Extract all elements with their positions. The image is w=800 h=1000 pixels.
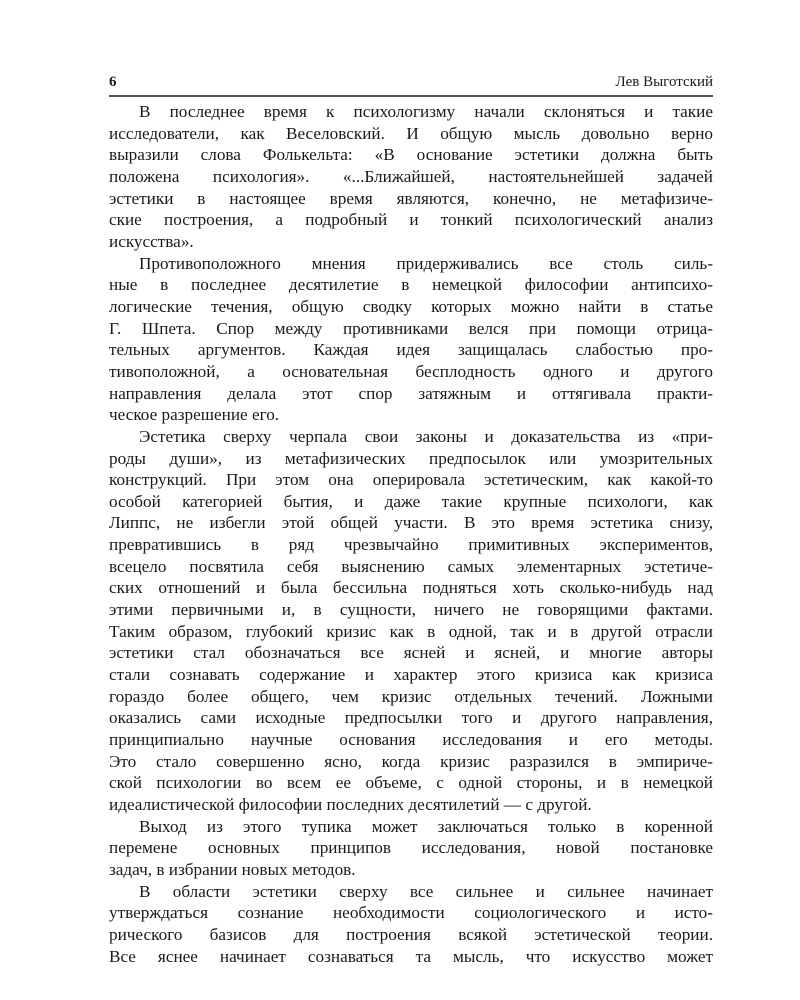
page-number: 6	[109, 74, 117, 90]
text-line: Липпс, не избегли этой общей участи. В это время эстетика снизу,	[109, 513, 713, 533]
text-line: направления делала этот спор затяжным и оттягивала практи-	[109, 383, 713, 403]
text-line: ских отношений и была бессильна подняться хоть сколько-нибудь над	[109, 578, 713, 598]
text-line: эстетики в настоящее время являются, конечно, не метафизиче-	[109, 188, 713, 208]
running-title: Лев Выготский	[615, 74, 713, 90]
text-line: Противоположного мнения придерживались все столь силь-	[139, 253, 713, 273]
text-line: оказались сами исходные предпосылки того и другого направления,	[109, 708, 713, 728]
text-line: В области эстетики сверху все сильнее и сильнее начинает	[139, 881, 713, 901]
text-line: Г. Шпета. Спор между противниками велся при помощи отрица-	[109, 318, 713, 338]
text-line: Выход из этого тупика может заключаться только в коренной	[139, 816, 713, 836]
paragraph	[109, 426, 713, 816]
text-line: рического базисов для построения всякой эстетической теории.	[109, 924, 713, 944]
text-line: идеалистической философии последних десятилетий — с другой.	[109, 795, 592, 814]
text-line: Таким образом, глубокий кризис как в одной, так и в другой отрасли	[109, 621, 713, 641]
text-line: тельных аргументов. Каждая идея защищалась слабостью про-	[109, 340, 713, 360]
text-line: ские построения, а подробный и тонкий психологический анализ	[109, 210, 713, 230]
text-line: принципиально научные основания исследования и его методы.	[109, 730, 713, 750]
paragraph	[109, 881, 713, 968]
text-line: ные в последнее десятилетие в немецкой философии антипсихо-	[109, 275, 713, 295]
text-line: эстетики стал обозначаться все ясней и ясней, и многие авторы	[109, 643, 713, 663]
paragraph	[109, 253, 713, 426]
text-line: превратившись в ряд чрезвычайно примитивных экспериментов,	[109, 535, 713, 555]
text-line: тивоположной, а основательная бесплодность одного и другого	[109, 361, 713, 381]
page-header	[109, 72, 713, 94]
text-line: Это стало совершенно ясно, когда кризис разразился в эмпириче-	[109, 751, 713, 771]
text-line: гораздо более общего, чем кризис отдельных течений. Ложными	[109, 686, 713, 706]
text-line: исследователи, как Веселовский. И общую мысль довольно верно	[109, 123, 713, 143]
header-rule	[109, 95, 713, 97]
text-line: всецело посвятила себя выяснению самых элементарных эстетиче-	[109, 556, 713, 576]
paragraph	[109, 101, 713, 253]
text-line: искусства».	[109, 231, 194, 251]
text-line: конструкций. При этом она оперировала эстетическим, как какой-то	[109, 470, 713, 490]
paragraph	[109, 816, 713, 881]
text-line: выразили слова Фолькельта: «В основание эстетики должна быть	[109, 145, 713, 165]
text-line: логические течения, общую сводку которых можно найти в статье	[109, 296, 713, 316]
text-line: роды души», из метафизических предпосылок или умозрительных	[109, 448, 713, 468]
text-line: утверждаться сознание необходимости социологического и исто-	[109, 903, 713, 923]
text-line: Эстетика сверху черпала свои законы и доказательства из «при-	[139, 426, 713, 446]
text-line: стали сознавать содержание и характер этого кризиса как кризиса	[109, 665, 713, 685]
text-line: перемене основных принципов исследования, новой постановке	[109, 838, 713, 858]
text-line: задач, в избрании новых методов.	[109, 859, 356, 879]
text-line: ческое разрешение его.	[109, 405, 280, 425]
body-text	[109, 101, 713, 967]
text-line: этими первичными и, в сущности, ничего не говорящими фактами.	[109, 600, 713, 620]
text-line: положена психология». «...Ближайшей, настоятельнейшей задачей	[109, 166, 713, 186]
text-line: особой категорией бытия, и даже такие крупные психологи, как	[109, 491, 713, 511]
text-line: Все яснее начинает сознаваться та мысль, что искусство может	[109, 946, 713, 966]
text-line: В последнее время к психологизму начали склоняться и такие	[139, 102, 713, 121]
text-line: ской психологии во всем ее объеме, с одной стороны, и в немецкой	[109, 773, 713, 793]
